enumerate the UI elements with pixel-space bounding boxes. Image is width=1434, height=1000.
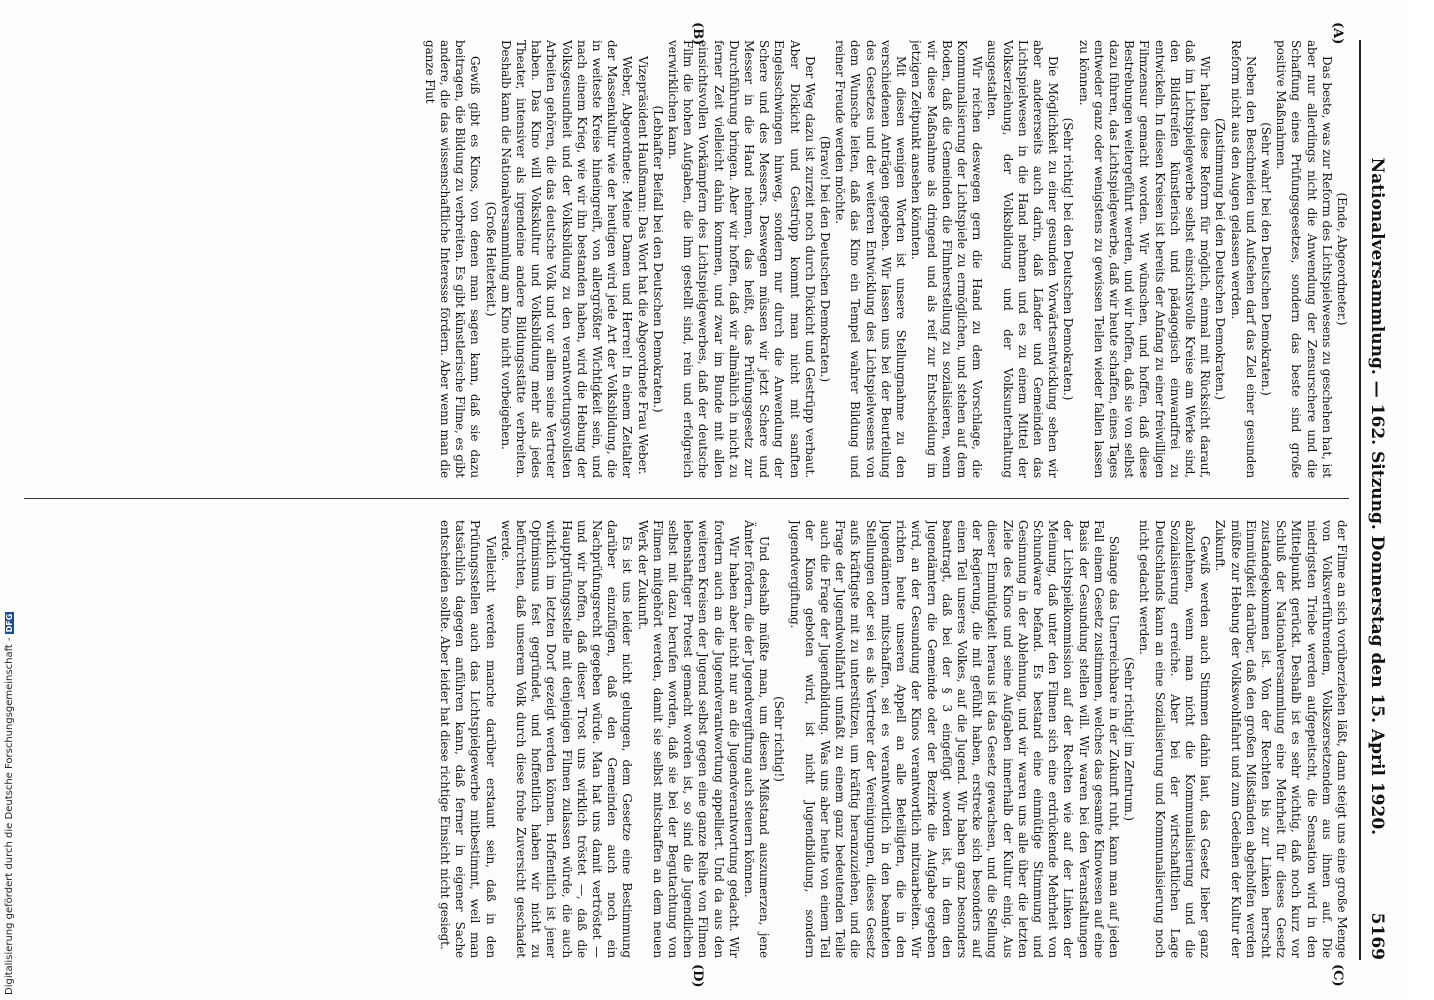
interjection: (Sehr richtig! im Zentrum.) [1122, 657, 1137, 821]
paragraph: Wir haben aber nicht nur an die Jugendverantwortung gedacht. Wir fordern auch an die Jugendverantwortung appelliert. Und da aus den weiteren Kreisen der Jugend selbst gegen eine ganze Reihe von Filmen lebenshaftiger Protest gemacht worden ist, so sind die Jugendlichen selbst mit dazu berufen worden, daß sie bei der Begutachtung von Filmen mitgehört werden, damit sie selbst mitschaffen an dem neuen Werk der Zukunft. [635, 520, 741, 958]
margin-marker-a: (A) [1330, 22, 1345, 45]
interjection: (Sehr wahr! bei den Deutschen Demokraten.) [1258, 122, 1273, 396]
column-divider [24, 498, 1349, 499]
paragraph: Neben den Beschneiden und Aufsehen darf das Ziel einer gesunden Reform nicht aus den Augen gelassen werden. [1228, 40, 1258, 478]
paragraph: Solange das Unerreichbare in der Zukunft ruht, kann man auf jeden Fall einem Gesetz zustimmen, welches das gesamte Kinowesen auf eine Basis der Gesundung stellen will. Wir waren bei den Veranstaltungen der Lichtspielkommission auf der Rechten wie auf der Linken der Meinung, daß unter den Filmen sich eine erdrückende Mehrheit von Schundware befand. Es bestand eine einmütige Stimmung und Gesinnung in der Ablehnung, und wir waren uns alle über die letzten Ziele des Kinos und seine Aufgaben innerhalb der Kultur einig. Aus dieser Einmütigkeit heraus ist das Gesetz gewachsen, und die Stellung der Regierung, die mit gefühlt haben, erstrecke sich besonders auf einen Teil unseres Volkes, auf die Jugend. Wir haben ganz besonders beantragt, daß bei der § 3 eingefügt worden ist, in dem den Jugendämtern die Gemeinde oder der Bezirke die Aufgabe gegeben wird, an der Gesundung der Kinos verantwortlich mitzuarbeiten. Wir richten heute unseren Appell an alle Beteiligten, die in den Jugendämtern mitschaffen, sei es verantwortlich in den beamteten Stellungen oder sei es als Vertreter der Vereinigungen, dieses Gesetz aufs kräftigste mit zu unterstützen, um kräftig heranzuziehen, und die Frage der Jugendwohlfahrt umfaßt zu einem ganz bedeutenden Teile auch die Frage der Jugendbildung. Was uns aber heute von einem Teil der Kinos geboten wird, ist nicht Jugendbildung, sondern Jugendvergiftung. [787, 520, 1121, 958]
paragraph: Das beste, was zur Reform des Lichtspielwesens zu geschehen hat, ist aber nur allerdings nicht die Anwendung der Zensurschere und die Schaffung eines Prüfungsgesetzes, sondern das beste sind große positive Maßnahmen. [1274, 40, 1334, 478]
paragraph: Weber, Abgeordnete: Meine Damen und Herren! In einem Zeitalter der Massenkultur wie der heutigen wird jede Art der Volksbildung, die in weiteste Kreise hineingreift, von allergrößter Wichtigkeit sein, und nach einem Krieg, wie wir ihn bestanden haben, wird die Hebung der Volksgesundheit und der Volksbildung zu den verantwortungsvollsten Arbeiten gehören, die das deutsche Volk und vor allem seine Vertreter haben. Das Kino will Volkskultur und Volksbildung mehr als jedes Theater, intensiver als irgendeine andere Bildungsstätte verbreiten. Deshalb kann die Nationalversammlung am Kino nicht vorbeigehen. [498, 40, 635, 478]
paragraph: Wir reichen deswegen gern die Hand zu dem Vorschlage, die Kommunalisierung der Lichtspiele zu ermöglichen, und stehen auf dem Boden, daß die Gemeinden die Filmherstellung zu sozialisieren, wenn wir diese Maßnahme als dringend und als reif zur Entscheidung im jetzigen Zeitpunkt ansehen könnten. [909, 40, 985, 478]
digitization-credit [4, 595, 18, 995]
paragraph: der Filme an sich vorüberziehen läßt, dann steigt uns eine große Menge von Volksverführendem, Volkszersetzendem aus ihnen auf. Die niedrigsten Triebe werden aufgepeitscht, die Sensation wird in den Mittelpunkt gerückt. Deshalb ist es sehr wichtig, daß noch kurz vor Schluß der Nationalversammlung eine Mehrheit für dieses Gesetz zustandegekommen ist. Von der Rechten bis zur Linken herrscht Einmütigkeit darüber, daß den großen Mißständen abgeholfen werden müßte zur Hebung der Volkswohlfahrt und zum Gedeihen der Kultur der Zukunft. [1213, 520, 1349, 958]
scan-margin [1405, 0, 1434, 1000]
interjection: (Sehr richtig!) [772, 696, 787, 782]
paragraph: Der Weg dazu ist zurzeit noch durch Dickicht und Gestrüpp verbaut. Aber Dickicht und Gestrüpp kommt man nicht mit sanften Engelsschwingen hinweg, sondern nur durch die Anwendung der Schere und des Messers. Deswegen müssen wir jetzt Schere und Messer in die Hand nehmen, das heißt, das Prüfungsgesetz zur Durchführung bringen. Aber wir hoffen, daß wir allmählich in nicht zu ferner Zeit vielleicht dahin kommen, und zwar im Bunde mit allen einsichtsvollen Vorkämpfern des Lichtspielgewerbes, daß der deutsche Film die hohen Aufgaben, die ihm gestellt sind, rein und erfolgreich verwirklichen kann. [666, 40, 817, 478]
interjection: (Lebhafter Beifall bei den Deutschen Demokraten.) [650, 105, 665, 413]
page-header [1359, 40, 1395, 960]
paragraph: Die Möglichkeit zu einer gesunden Vorwärtsentwicklung sehen wir aber andererseits auch darin, daß Länder und Gemeinden das Lichtspielwesen in die Hand nehmen und es zu einem Mittel der Volkserziehung, der Volksbildung und der Volksunterhaltung ausgestalten. [985, 40, 1061, 478]
margin-marker-d: (D) [690, 964, 705, 988]
dfg-logo: DFG [5, 613, 14, 633]
paragraph: Vizepräsident Haußmann: Das Wort hat die Abgeordnete Frau Weber. [635, 56, 650, 475]
paragraph: Es ist uns leider nicht gelungen, dem Gesetze eine Bestimmung darüber einzufügen, daß den Gemeinden auch noch ein Nachprüfungsrecht gegeben würde. Man hat uns damit vertröstet — und wir hoffen, daß dieser Trost uns wirklich tröstet —, daß die Hauptprüfungsstelle mit denjenigen Filmen zulassen würde, die auch wirklich im letzten Dorf gezeigt werden können. Hoffentlich ist jener Optimismus fest gegründet, und hoffentlich haben wir nicht zu befürchten, daß unserem Volk durch diese frohe Zuversicht geschadet werde. [498, 520, 635, 958]
header-rule [1359, 40, 1361, 960]
margin-marker-b: (B) [690, 22, 705, 46]
right-column [24, 520, 1349, 958]
paragraph: Und deshalb müßte man, um diesen Mißstand auszumerzen, jene Ämter fördern, die der Jugendvergiftung auch steuern können. [742, 520, 772, 958]
page-number: 5169 [1367, 912, 1387, 960]
paragraph: Gewiß gibt es Kinos, von denen man sagen kann, daß sie dazu beitragen, die Bildung zu verbreiten. Es gibt künstlerische Filme, es gibt andere, die das wissenschaftliche Interesse fördern. Aber wenn man die ganze Flut [422, 40, 483, 478]
paragraph: Gewiß werden auch Stimmen dahin laut, das Gesetz lieber ganz abzulehnen, wenn man nicht die Kommunalisierung und die Sozialisierung erreiche. Aber bei der wirtschaftlichen Lage Deutschlands kann an eine Sozialisierung und Kommunalisierung noch nicht gedacht werden. [1137, 520, 1213, 958]
interjection: (Zustimmung bei den Deutschen Demokraten.) [1213, 117, 1228, 400]
interjection: (Sehr richtig! bei den Deutschen Demokraten.) [1061, 117, 1076, 401]
interjection: (Ende, Abgeordneter.) [1335, 192, 1349, 326]
paragraph: Vielleicht werden manche darüber erstaunt sein, daß in den Prüfungsstellen auch das Lichtspielgewerbe mitbestimmt, weil man tatsächlich dagegen anführen kann, daß ferner in eigener Sache entscheiden sollte. Aber leider hat diese richtige Einsicht nicht gesiegt. [438, 520, 498, 958]
paragraph: Mit diesen wenigen Worten ist unsere Stellungnahme zu den verschiedenen Anträgen gegeben. Wir lassen uns bei der Beurteilung des Gesetzes und der weiteren Entwicklung des Lichtspielwesens von dem Wunsche leiten, daß das Kino ein Tempel wahrer Bildung und reiner Freude werden möchte. [833, 40, 909, 478]
interjection: (Große Heiterkeit.) [483, 201, 498, 317]
left-column [24, 40, 1349, 478]
credit-text: Digitalisierung gefördert durch die Deutsche Forschungsgemeinschaft - [4, 637, 15, 995]
paragraph: Wir halten diese Reform für möglich, einmal mit Rücksicht darauf, daß im Lichtspielgewerbe selbst einsichtsvolle Kreise am Werke sind, den Bildstreifen künstlerisch und pädagogisch einwandfrei zu entwickeln. In diesen Kreisen ist bereits der Anfang zu einer freiwilligen Filmzensur gemacht worden. Wir wünschen, und hoffen, daß diese Bestrebungen weitergeführt werden, und wir hoffen, daß sie von selbst dazu führen, das Lichtspielgewerbe, daß wir heute schaffen, eines Tages entweder ganz oder wenigstens zu gewissen Teilen wieder fallen lassen zu können. [1076, 40, 1213, 478]
margin-marker-c: (C) [1330, 964, 1345, 987]
header-title: Nationalversammlung. — 162. Sitzung. Donnerstag den 15. April 1920. [1367, 157, 1387, 836]
interjection: (Bravo! bei den Deutschen Demokraten.) [818, 135, 833, 383]
